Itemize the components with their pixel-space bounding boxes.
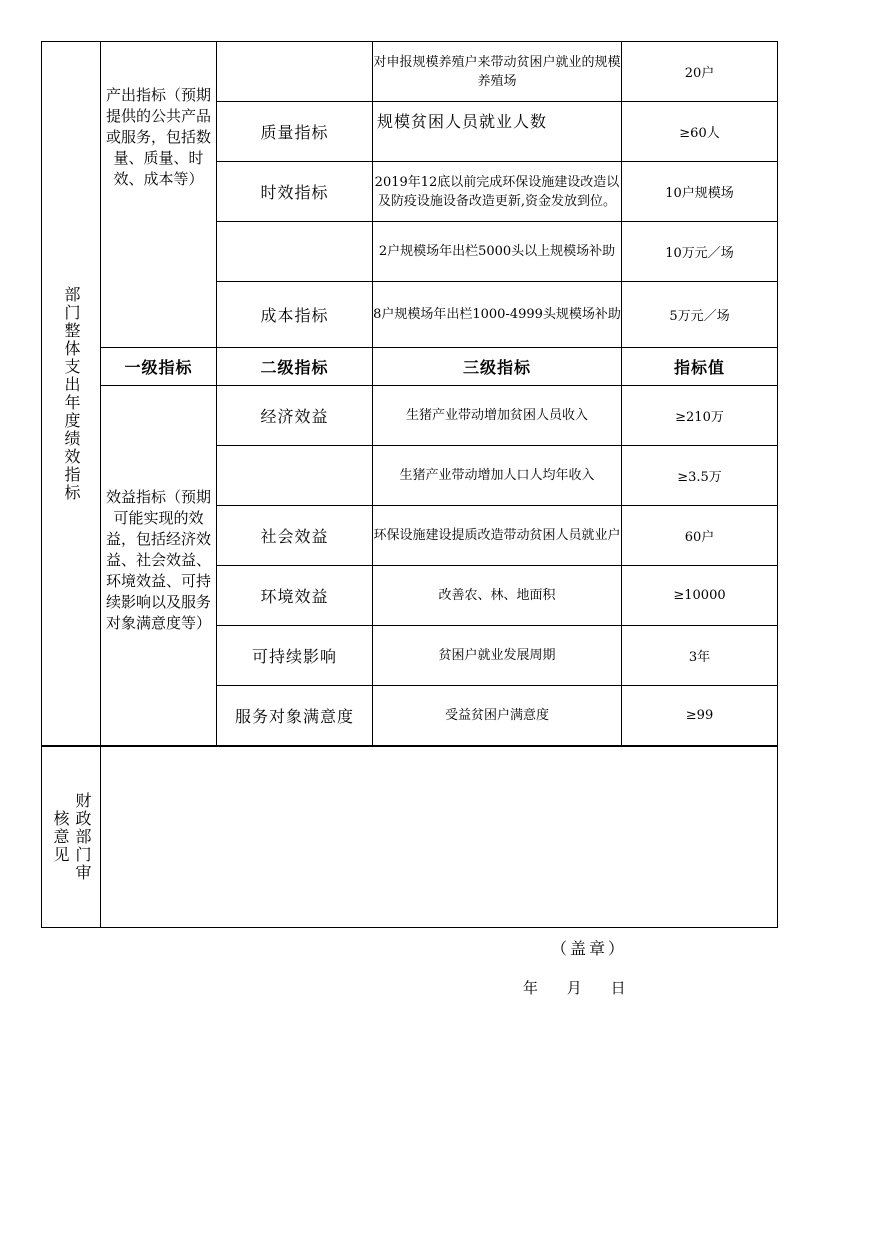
date-year: 年 [523, 979, 539, 997]
benefit-level3: 贫困户就业发展周期 [373, 626, 622, 686]
approval-content-cell [101, 747, 778, 997]
date-day: 日 [610, 979, 626, 997]
benefit-level2: 可持续影响 [217, 626, 373, 686]
output-value: 10户规模场 [622, 162, 778, 222]
approval-label-cell [42, 747, 101, 928]
output-level2: 成本指标 [217, 282, 373, 348]
header-row [42, 348, 778, 386]
header-level2: 二级指标 [217, 348, 373, 386]
benefit-level3: 改善农、林、地面积 [373, 566, 622, 626]
approval-table [41, 746, 778, 997]
benefit-value: 3年 [622, 626, 778, 686]
date-month: 月 [566, 979, 582, 997]
benefit-level3: 生猪产业带动增加人口人均年收入 [373, 446, 622, 506]
benefit-level2 [217, 446, 373, 506]
benefit-level3: 生猪产业带动增加贫困人员收入 [373, 386, 622, 446]
approval-row [42, 747, 778, 928]
benefit-value: ≥99 [622, 686, 778, 746]
benefit-value: ≥3.5万 [622, 446, 778, 506]
table-row [42, 386, 778, 446]
output-level1-cell [101, 42, 217, 348]
output-value: 10万元／场 [622, 222, 778, 282]
benefit-value: ≥210万 [622, 386, 778, 446]
benefit-level3: 受益贫困户满意度 [373, 686, 622, 746]
seal-text: （盖章） [551, 939, 628, 958]
benefit-value: 60户 [622, 506, 778, 566]
output-level2 [217, 222, 373, 282]
benefit-level1: 效益指标（预期可能实现的效益，包括经济效益、社会效益、环境效益、可持续影响以及服务对象满意度等） [105, 488, 211, 632]
approval-label: 财政部门审核意见 [51, 792, 92, 882]
header-level3: 三级指标 [373, 348, 622, 386]
output-level2: 时效指标 [217, 162, 373, 222]
dept-label: 部门整体支出年度绩效指标 [62, 285, 81, 502]
benefit-value: ≥10000 [622, 566, 778, 626]
output-level2: 质量指标 [217, 102, 373, 162]
benefit-level2: 经济效益 [217, 386, 373, 446]
output-value: 5万元／场 [622, 282, 778, 348]
benefit-level2: 服务对象满意度 [217, 686, 373, 746]
dept-label-cell [42, 42, 101, 746]
output-level3: 对申报规模养殖户来带动贫困户就业的规模养殖场 [373, 42, 622, 102]
table-row [42, 42, 778, 102]
benefit-level1-cell [101, 386, 217, 746]
benefit-level3: 环保设施建设提质改造带动贫困人员就业户 [373, 506, 622, 566]
output-level3: 规模贫困人员就业人数 [373, 102, 622, 162]
performance-table [41, 41, 778, 746]
output-level3: 8户规模场年出栏1000-4999头规模场补助 [373, 282, 622, 348]
date-line [523, 977, 650, 998]
output-value: 20户 [622, 42, 778, 102]
output-level2 [217, 42, 373, 102]
benefit-level2: 环境效益 [217, 566, 373, 626]
output-level1: 产出指标（预期提供的公共产品或服务，包括数量、质量、时效、成本等） [105, 85, 211, 188]
header-value: 指标值 [622, 348, 778, 386]
output-level3: 2019年12底以前完成环保设施建设改造以及防疫设施设备改造更新,资金发放到位。 [373, 162, 622, 222]
output-level3: 2户规模场年出栏5000头以上规模场补助 [373, 222, 622, 282]
benefit-level2: 社会效益 [217, 506, 373, 566]
header-level1: 一级指标 [101, 348, 217, 386]
output-value: ≥60人 [622, 102, 778, 162]
